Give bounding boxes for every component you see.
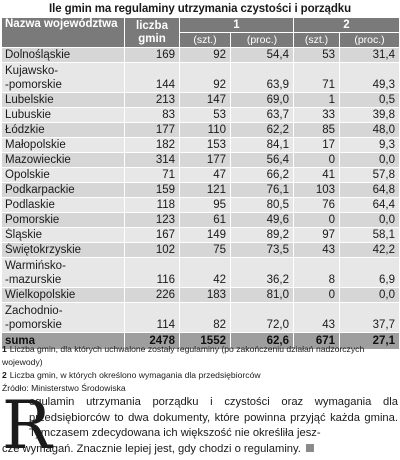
header-unit-szt-1: (szt.) [180,33,231,48]
table-row [2,258,400,288]
article-text-tail [2,442,398,458]
row-liczba: 118 [125,198,180,213]
sum-label: suma [2,333,125,350]
row-liczba: 102 [125,243,180,258]
row-proc-1: 62,2 [231,123,294,138]
header-liczba-gmin [125,18,180,48]
table-row [2,138,400,153]
header-liczba-line1: liczba [136,19,168,32]
row-liczba: 116 [125,258,180,288]
row-name: Małopolskie [2,138,125,153]
header-voivodeship: Nazwa województwa [2,18,125,48]
row-szt-1: 110 [180,123,231,138]
row-liczba: 314 [125,153,180,168]
row-name: Mazowieckie [2,153,125,168]
row-szt-2: 33 [294,108,340,123]
row-proc-1: 63,7 [231,108,294,123]
row-proc-2: 39,8 [340,108,400,123]
row-proc-2: 57,8 [340,168,400,183]
article-text: egulamin utrzymania porządku i czystości oraz wymagania dla przedsiębiorców to dwa dokumenty, które powinna przyjąć każda gmina. Tymczasem zdecydowana ich większość nie określiła jesz- [29,396,398,440]
row-proc-1: 66,2 [231,168,294,183]
table-title: Ile gmin ma regulaminy utrzymania czystości i porządku [49,3,351,15]
row-szt-1: 183 [180,288,231,303]
table-row [2,48,400,63]
drop-cap: R [2,387,52,460]
footnote-text: Liczba gmin, dla których uchwalone zostały regulaminy (po zakończeniu działań nadzorczych wojewody) [2,344,365,367]
sum-liczba: 2478 [125,333,180,350]
row-proc-2: 48,0 [340,123,400,138]
row-name: Dolnośląskie [2,48,125,63]
header-unit-szt-2: (szt.) [294,33,340,48]
sum-proc-1: 62,6 [231,333,294,350]
row-proc-2: 6,9 [340,258,400,288]
table-row [2,153,400,168]
row-proc-1: 49,6 [231,213,294,228]
row-liczba: 159 [125,183,180,198]
row-name [2,303,125,333]
table-row [2,288,400,303]
footnotes [2,343,398,395]
row-szt-1: 153 [180,138,231,153]
table-row [2,168,400,183]
table-row [2,303,400,333]
footnote-text: Liczba gmin, w których określono wymagania dla przedsiębiorców [9,370,261,380]
row-liczba: 114 [125,303,180,333]
row-liczba: 169 [125,48,180,63]
sum-proc-2: 27,1 [340,333,400,350]
row-proc-1: 81,0 [231,288,294,303]
row-proc-1: 80,5 [231,198,294,213]
row-name: Lubelskie [2,93,125,108]
row-name-line2: -pomorskie [5,79,62,91]
row-szt-2: 17 [294,138,340,153]
row-proc-2: 37,7 [340,303,400,333]
row-proc-2: 31,4 [340,48,400,63]
row-name: Świętokrzyskie [2,243,125,258]
row-szt-2: 0 [294,153,340,168]
row-szt-1: 121 [180,183,231,198]
row-proc-2: 42,2 [340,243,400,258]
row-liczba: 144 [125,63,180,93]
row-name-line2: -pomorskie [5,319,62,331]
row-name-line2: -mazurskie [5,274,62,286]
row-liczba: 83 [125,108,180,123]
municipalities-table [1,17,400,350]
row-szt-1: 82 [180,303,231,333]
row-name: Śląskie [2,228,125,243]
row-name-line1: Kujawsko- [5,65,59,77]
row-szt-2: 43 [294,303,340,333]
header-group-1: 1 [180,18,294,33]
header-unit-proc-1: (proc.) [231,33,294,48]
row-liczba: 71 [125,168,180,183]
row-szt-2: 103 [294,183,340,198]
row-liczba: 167 [125,228,180,243]
row-szt-1: 75 [180,243,231,258]
row-name [2,258,125,288]
row-liczba: 213 [125,93,180,108]
header-liczba-line2: gmin [138,32,166,45]
footnote-number: 1 [2,344,7,354]
row-proc-1: 56,4 [231,153,294,168]
row-szt-1: 92 [180,48,231,63]
row-proc-2: 58,1 [340,228,400,243]
row-proc-1: 69,0 [231,93,294,108]
row-name: Pomorskie [2,213,125,228]
row-liczba: 123 [125,213,180,228]
row-proc-1: 76,1 [231,183,294,198]
header-group-2: 2 [294,18,400,33]
row-szt-2: 8 [294,258,340,288]
footnote-1 [2,343,398,369]
row-szt-1: 42 [180,258,231,288]
footnote-number: 2 [2,370,7,380]
table-row [2,198,400,213]
row-proc-1: 54,4 [231,48,294,63]
row-szt-2: 41 [294,168,340,183]
row-proc-2: 64,4 [340,198,400,213]
footnote-2 [2,369,398,382]
row-szt-2: 97 [294,228,340,243]
row-proc-2: 0,0 [340,213,400,228]
row-liczba: 226 [125,288,180,303]
row-proc-1: 89,2 [231,228,294,243]
table-row [2,183,400,198]
row-proc-1: 84,1 [231,138,294,153]
row-szt-1: 61 [180,213,231,228]
row-name-line1: Zachodnio- [5,305,63,317]
table-row [2,93,400,108]
row-liczba: 177 [125,123,180,138]
row-liczba: 182 [125,138,180,153]
row-proc-2: 0,5 [340,93,400,108]
row-szt-2: 0 [294,213,340,228]
row-szt-2: 1 [294,93,340,108]
row-name: Opolskie [2,168,125,183]
row-szt-2: 71 [294,63,340,93]
row-name: Podkarpackie [2,183,125,198]
row-szt-2: 76 [294,198,340,213]
row-szt-1: 92 [180,63,231,93]
row-name: Wielkopolskie [2,288,125,303]
end-mark-icon [306,444,314,452]
table-row [2,108,400,123]
row-name: Lubuskie [2,108,125,123]
row-proc-2: 49,3 [340,63,400,93]
row-szt-2: 53 [294,48,340,63]
table-body [2,48,400,350]
row-proc-2: 64,8 [340,183,400,198]
row-szt-1: 147 [180,93,231,108]
table-row [2,228,400,243]
table-row [2,243,400,258]
row-proc-2: 0,0 [340,288,400,303]
row-proc-2: 0,0 [340,153,400,168]
table-row [2,123,400,138]
row-szt-2: 85 [294,123,340,138]
row-name: Łódzkie [2,123,125,138]
sum-szt-2: 671 [294,333,340,350]
row-proc-1: 72,0 [231,303,294,333]
table-row [2,213,400,228]
row-name [2,63,125,93]
row-proc-1: 73,5 [231,243,294,258]
row-szt-1: 149 [180,228,231,243]
row-szt-1: 177 [180,153,231,168]
row-proc-1: 63,9 [231,63,294,93]
header-unit-proc-2: (proc.) [340,33,400,48]
article-tail-text: cze wymagań. Znacznie lepiej jest, gdy chodzi o regulaminy. [2,443,301,455]
table-row [2,63,400,93]
row-szt-1: 53 [180,108,231,123]
row-szt-1: 95 [180,198,231,213]
source-note: Źródło: Ministerstwo Środowiska [2,383,126,393]
sum-szt-1: 1552 [180,333,231,350]
row-proc-1: 36,2 [231,258,294,288]
row-szt-1: 47 [180,168,231,183]
row-proc-2: 9,3 [340,138,400,153]
row-szt-2: 43 [294,243,340,258]
row-szt-2: 0 [294,288,340,303]
row-name: Podlaskie [2,198,125,213]
row-name-line1: Warmińsko- [5,260,66,272]
